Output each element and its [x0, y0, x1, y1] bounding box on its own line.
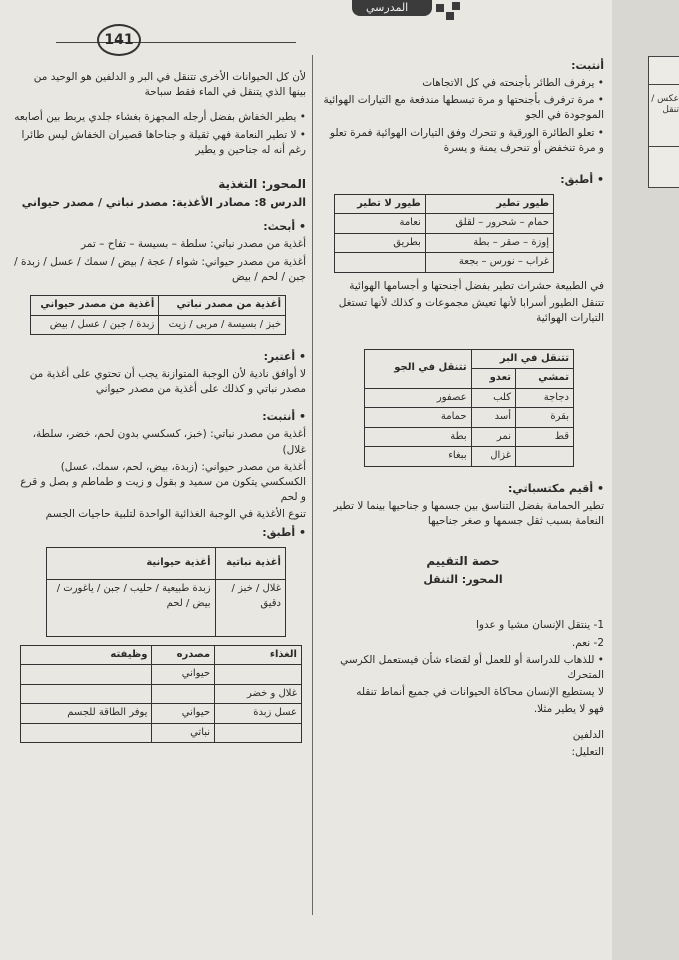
list-item: • يطير الخفاش بفضل أرجله المجهزة بغشاء جلدي يربط بين أصابعه	[14, 110, 306, 125]
paragraph: في الطبيعة حشرات تطير بفضل أجنحتها و أجسامها الهوائية	[349, 279, 604, 292]
list-item: • لا تطير النعامة فهي ثقيلة و جناحاها قصيران الخفاش ليس طائرا رغم أنه له جناحين و يطير	[14, 128, 306, 158]
left-column	[14, 70, 306, 743]
table-header: تمشي	[515, 369, 573, 389]
adjacent-table-rule	[648, 146, 679, 147]
section-heading: • أقيم مكتسباتي:	[322, 481, 604, 497]
section-heading: حصة التقييم	[426, 554, 500, 568]
food-function-table	[20, 645, 302, 744]
section-heading: • أطبق:	[14, 525, 306, 541]
paragraph: أغذية من مصدر حيواني: (زبدة، بيض، لحم، سمك، عسل) الكسكسي يتكون من سميد و بقول و زيت و طماطم و بصل و قرع و لحم	[20, 460, 306, 504]
section-heading: • أنتبت:	[14, 409, 306, 425]
paragraph: تنوع الأغذية في الوجبة الغذائية الواحدة لتلبية حاجيات الجسم	[45, 508, 306, 521]
adjacent-page-table	[648, 56, 679, 188]
header-square	[436, 4, 444, 12]
table-header: طيور تطير	[425, 194, 553, 214]
table-row: عسل زبدة حيواني يوفر الطاقة للجسم	[21, 704, 302, 724]
table-header: أغذية من مصدر نباتي	[159, 296, 286, 316]
table-row: غلال / خبز / دقيق زبدة طبيعية / حليب / جبن / ياغورت / بيض / لحم	[47, 580, 286, 637]
paragraph: لأن كل الحيوانات الأخرى تتنقل في البر و الدلفين هو الوحيد من بينها الذي يتنقل في الماء فقط سباحة	[33, 71, 306, 99]
table-row: غراب – نورس – بجعة	[335, 253, 554, 273]
list-item: • تعلو الطائرة الورقية و تتحرك وفق التيارات الهوائية فمرة تعلو و مرة تنخفض أو تنحرف يمنة و يسرة	[322, 126, 604, 156]
section-heading: المحور: التغذية	[218, 177, 306, 192]
table-header: أغذية من مصدر حيواني	[31, 296, 159, 316]
paragraph: أغذية من مصدر نباتي: (خبز، كسكسي بدون لحم، خضر، سلطة، غلال)	[32, 428, 306, 456]
table-header: تعدو	[471, 369, 515, 389]
table-row: غلال و خضر	[21, 684, 302, 704]
paragraph: التعليل:	[571, 745, 604, 758]
page-number: 141	[97, 24, 141, 56]
list-item: 1- ينتقل الإنسان مشيا و عدوا	[476, 619, 604, 632]
paragraph: لا أوافق نادية لأن الوجبة المتوازنة يجب أن تحتوي على أغذية من مصدر نباتي و كذلك على أغذية من مصدر حيواني	[29, 367, 306, 396]
table-header: أغذية نباتية	[215, 547, 285, 579]
paragraph: تطير الحمامة بفضل التناسق بين جسمها و جناحيها بينما لا تطير النعامة بسبب ثقل جسمها و صغر جناحيها	[333, 499, 604, 527]
adjacent-table-rule	[648, 84, 679, 85]
list-item: أغذية من مصدر حيواني: شواء / عجة / بيض / سمك / عسل / زبدة / جبن / لحم / بيض	[14, 255, 306, 283]
adjacent-page-text: عكس / تنقل	[651, 94, 679, 115]
table-row: إوزة – صقر – بطة بطريق	[335, 233, 554, 253]
table-header: تتنقل في الجو	[365, 349, 472, 388]
birds-table	[334, 194, 554, 273]
table-header: طيور لا تطير	[335, 194, 426, 214]
paragraph: تتنقل الطيور أسرابا لأنها تعيش مجموعات و كذلك لأنها تستغل التيارات الهوائية	[338, 297, 604, 325]
header-square	[452, 2, 460, 10]
list-item: • يرفرف الطائر بأجنحته في كل الاتجاهات	[322, 76, 604, 91]
table-row: دجاجة كلب عصفور	[365, 388, 574, 408]
column-divider	[312, 55, 313, 915]
table-row: غزال ببغاء	[365, 447, 574, 467]
section-heading: • أطبق:	[322, 172, 604, 188]
movement-table	[364, 349, 574, 467]
list-item: أغذية من مصدر نباتي: سلطة – بسيسة – تفاح – تمر	[81, 238, 306, 251]
table-header: مصدره	[152, 645, 215, 665]
right-column	[322, 58, 604, 762]
table-row: خبز / بسيسة / مربى / زيت زبدة / جبن / عسل / بيض	[31, 315, 286, 335]
table-header: تتنقل في البر	[471, 349, 573, 369]
list-item: • مرة ترفرف بأجنحتها و مرة تبسطها مندفعة مع التيارات الهوائية الموجودة في الجو	[322, 93, 604, 123]
list-item: • للذهاب للدراسة أو للعمل أو لقضاء شأن فيستعمل الكرسي المتحرك	[322, 653, 604, 683]
table-row: حمام – شحرور – لقلق نعامة	[335, 214, 554, 234]
header-rule	[56, 42, 296, 43]
section-heading: • أعتبر:	[14, 349, 306, 365]
paragraph: لا يستطيع الإنسان محاكاة الحيوانات في جميع أنماط تنقله	[356, 686, 604, 699]
table-header: الغذاء	[215, 645, 302, 665]
paragraph: الدلفين	[572, 728, 604, 741]
header-tab: المدرسي	[352, 0, 432, 16]
table-header: أغذية حيوانية	[47, 547, 216, 579]
food-type-table	[46, 547, 286, 637]
table-row: بقرة أسد حمامة	[365, 408, 574, 428]
section-heading: المحور: التنقل	[423, 573, 503, 587]
section-heading: • أبحث:	[14, 219, 306, 235]
header-square	[446, 12, 454, 20]
list-item: 2- نعم.	[571, 636, 604, 649]
section-heading: أنتبت:	[571, 59, 604, 72]
food-source-table	[30, 295, 286, 335]
table-row: قط نمر بطة	[365, 427, 574, 447]
table-row: حيواني	[21, 665, 302, 685]
paragraph: فهو لا يطير مثلا.	[533, 703, 604, 716]
table-row: نباتي	[21, 723, 302, 743]
lesson-title: الدرس 8: مصادر الأغذية: مصدر نباتي / مصدر حيواني	[21, 196, 306, 210]
table-header: وظيفته	[21, 645, 152, 665]
